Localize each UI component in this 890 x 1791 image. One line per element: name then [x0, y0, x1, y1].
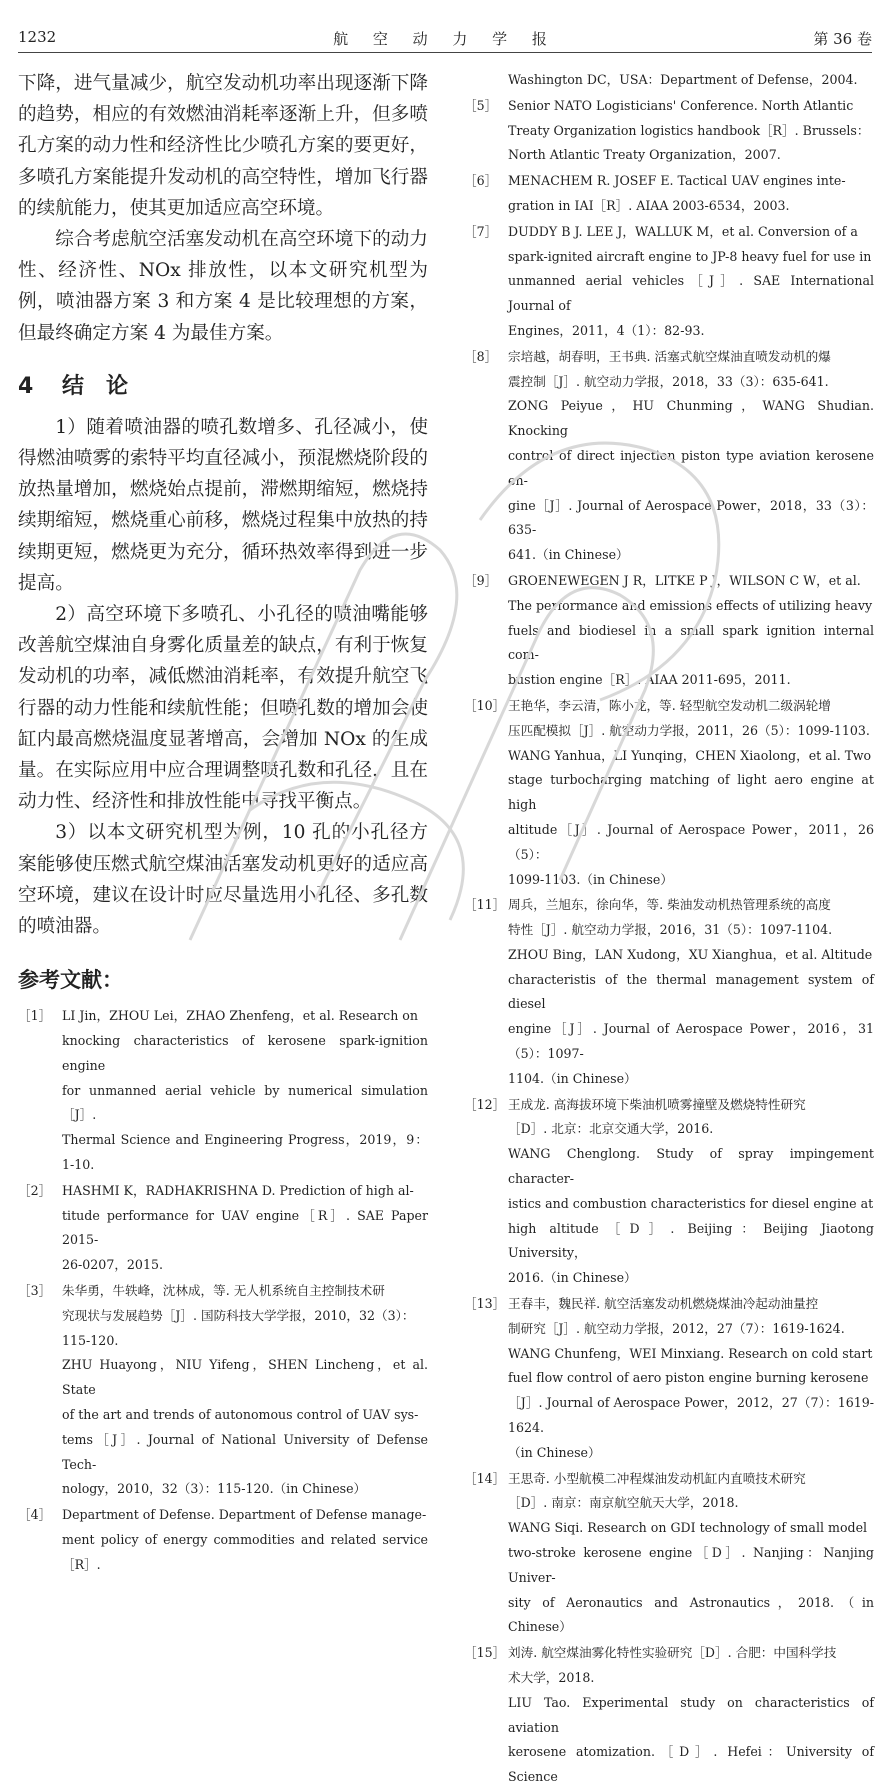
reference-line: 2016.（in Chinese）: [508, 1270, 637, 1286]
reference-line: 王思奇. 小型航模二冲程煤油发动机缸内直喷技术研究: [508, 1470, 806, 1486]
reference-number: ［2］: [18, 1182, 52, 1198]
reference-item: [464, 694, 874, 892]
paragraph-continued: 下降，进气量减少，航空发动机功率出现逐渐下降的趋势，相应的有效燃油消耗率逐渐上升，但多喷孔方案的动力性和经济性比少喷孔方案的要更好，多喷孔方案能提升发动机的高空特性，增加飞行器的续航能力，使其更加适应高空环境。: [18, 73, 428, 219]
references-heading: 参考文献：: [18, 968, 123, 993]
reference-line: HASHMI K，RADHAKRISHNA D. Prediction of high al-: [62, 1182, 414, 1198]
reference-number: ［13］: [464, 1296, 506, 1312]
reference-item: [464, 220, 874, 344]
reference-item: [18, 1279, 428, 1502]
reference-line: kerosene atomization.［D］. Hefei：University of Science: [508, 1744, 874, 1785]
reference-line: characteristis of the thermal management system of diesel: [508, 971, 874, 1012]
reference-line: spark-ignited aircraft engine to JP-8 heavy fuel for use in: [508, 248, 872, 264]
reference-line: 王春丰，魏民祥. 航空活塞发动机燃烧煤油冷起动油量控: [508, 1296, 819, 1312]
reference-item: [18, 1179, 428, 1278]
reference-list: [18, 1004, 428, 1577]
reference-line: 1104.（in Chinese）: [508, 1070, 637, 1086]
reference-item: [464, 1292, 874, 1466]
reference-line: （in Chinese）: [508, 1444, 601, 1460]
reference-line: 震控制［J］. 航空动力学报，2018，33（3）：635-641.: [508, 373, 829, 389]
reference-item: [18, 1503, 428, 1577]
reference-line: 术大学，2018.: [508, 1670, 595, 1685]
reference-item: [18, 1004, 428, 1178]
reference-line: North Atlantic Treaty Organization，2007.: [508, 147, 781, 163]
section-heading: [18, 369, 428, 400]
reference-number: ［6］: [464, 173, 498, 189]
reference-number: ［15］: [464, 1645, 506, 1661]
reference-line: WANG Siqi. Research on GDI technology of small model: [508, 1520, 868, 1536]
reference-line: Senior NATO Logisticians' Conference. North Atlantic: [508, 97, 854, 113]
reference-item: [464, 893, 874, 1091]
reference-line: for unmanned aerial vehicle by numerical simulation［J］.: [62, 1082, 428, 1123]
reference-line: tems［J］. Journal of National University of Defense Tech-: [62, 1431, 428, 1472]
reference-line: 制研究［J］. 航空动力学报，2012，27（7）：1619-1624.: [508, 1320, 845, 1336]
reference-item: [464, 1641, 874, 1790]
reference-line: ment policy of energy commodities and related service［R］.: [62, 1532, 428, 1572]
reference-line: altitude［J］. Journal of Aerospace Power，2011，26（5）：: [508, 821, 874, 862]
reference-line: 1099-1103.（in Chinese）: [508, 871, 673, 887]
reference-line: 究现状与发展趋势［J］. 国防科技大学学报，2010，32（3）：: [62, 1307, 415, 1323]
reference-line: ZONG Peiyue，HU Chunming，WANG Shudian. Knocking: [508, 398, 874, 439]
reference-list: [464, 68, 874, 1790]
reference-line: 压匹配模拟［J］. 航空动力学报，2011，26（5）：1099-1103.: [508, 722, 870, 738]
reference-line: knocking characteristics of kerosene spark-ignition engine: [62, 1033, 428, 1073]
reference-number: ［12］: [464, 1096, 506, 1112]
volume-label: 第 36 卷: [813, 30, 872, 48]
reference-line: gration in IAI［R］. AIAA 2003-6534，2003.: [508, 197, 790, 213]
reference-line: ［D］. 南京：南京航空航天大学，2018.: [508, 1495, 739, 1511]
reference-line: LI Jin，ZHOU Lei，ZHAO Zhenfeng，et al. Research on: [62, 1008, 418, 1024]
reference-number: ［3］: [18, 1283, 52, 1299]
reference-number: ［1］: [18, 1008, 52, 1024]
reference-line: ZHOU Bing，LAN Xudong，XU Xianghua，et al. Altitude: [508, 946, 873, 962]
reference-line: control of direct injection piston type aviation kerosene en-: [508, 447, 874, 488]
section-title: 结 论: [62, 373, 129, 399]
reference-line: DUDDY B J. LEE J，WALLUK M，et al. Conversion of a: [508, 223, 858, 239]
reference-line: stage turbocharging matching of light aero engine at high: [508, 772, 874, 813]
reference-line: 周兵，兰旭东，徐向华，等. 柴油发动机热管理系统的高度: [508, 897, 831, 913]
reference-number: ［8］: [464, 348, 498, 364]
reference-line: Thermal Science and Engineering Progress，2019，9：1-10.: [62, 1132, 428, 1173]
reference-line: 王成龙. 高海拔环境下柴油机喷雾撞壁及燃烧特性研究: [508, 1096, 806, 1112]
reference-number: ［14］: [464, 1470, 506, 1486]
reference-line: Engines，2011，4（1）：82-93.: [508, 322, 705, 338]
reference-line: MENACHEM R. JOSEF E. Tactical UAV engines inte-: [508, 173, 846, 189]
reference-line: sity of Aeronautics and Astronautics，2018.（in Chinese）: [508, 1594, 874, 1635]
section-number: 4: [18, 373, 34, 399]
paragraph-summary: 综合考虑航空活塞发动机在高空环境下的动力性、经济性、NOx 排放性，以本文研究机型为例，喷油器方案 3 和方案 4 是比较理想的方案，但最终确定方案 4 为最佳方案。: [18, 229, 428, 344]
reference-line: fuels and biodiesel in a small spark ignition internal com-: [508, 622, 874, 663]
conclusion-1: 1）随着喷油器的喷孔数增多、孔径减小，使得燃油喷雾的索特平均直径减小，预混燃烧阶段的放热量增加，燃烧始点提前，滞燃期缩短，燃烧持续期缩短，燃烧重心前移，燃烧过程集中放热的持续期更短，燃烧更为充分，循环热效率得到进一步提高。: [18, 416, 428, 594]
reference-line: bustion engine［R］. AIAA 2011-695，2011.: [508, 672, 791, 688]
reference-number: ［7］: [464, 223, 498, 239]
reference-line: ［J］. Journal of Aerospace Power，2012，27（7）：1619-1624.: [508, 1395, 874, 1436]
reference-line: high altitude［D］. Beijing：Beijing Jiaotong University，: [508, 1220, 874, 1261]
right-column: [464, 68, 874, 1791]
reference-line: titude performance for UAV engine［R］. SAE Paper 2015-: [62, 1207, 428, 1248]
reference-line: WANG Yanhua，LI Yunqing，CHEN Xiaolong，et al. Two: [508, 747, 872, 763]
reference-line: Treaty Organization logistics handbook［R］. Brussels：: [508, 122, 870, 138]
reference-item: [464, 345, 874, 568]
reference-line: 特性［J］. 航空动力学报，2016，31（5）：1097-1104.: [508, 922, 833, 938]
conclusion-2: 2）高空环境下多喷孔、小孔径的喷油嘴能够改善航空煤油自身雾化质量差的缺点，有利于恢复发动机的功率，减低燃油消耗率，有效提升航空飞行器的动力性能和续航性能；但喷孔数的增加会使缸内最高燃烧温度显著增高，会增加 NOx 的生成量。在实际应用中应合理调整喷孔数和孔径，且在动力性、经济性和排放性能中寻找平衡点。: [18, 604, 428, 813]
reference-line: Department of Defense. Department of Defense manage-: [62, 1507, 427, 1523]
reference-number: ［10］: [464, 697, 506, 713]
reference-line: 刘涛. 航空煤油雾化特性实验研究［D］. 合肥：中国科学技: [508, 1645, 837, 1661]
reference-line: 115-120.: [62, 1332, 119, 1348]
left-column: [18, 68, 428, 1579]
reference-line: ［D］. 北京：北京交通大学，2016.: [508, 1121, 714, 1137]
reference-line: nology，2010，32（3）：115-120.（in Chinese）: [62, 1481, 367, 1497]
journal-title: 航 空 动 力 学 报: [333, 30, 557, 48]
reference-line: unmanned aerial vehicles［J］. SAE International Journal of: [508, 273, 874, 314]
conclusion-3: 3）以本文研究机型为例，10 孔的小孔径方案能够使压燃式航空煤油活塞发动机更好的适应高空环境，建议在设计时应尽量选用小孔径、多孔数的喷油器。: [18, 822, 428, 938]
reference-number: ［9］: [464, 572, 498, 588]
reference-item: [464, 169, 874, 219]
reference-number: ［4］: [18, 1507, 52, 1523]
reference-line: istics and combustion characteristics for diesel engine at: [508, 1195, 874, 1211]
reference-line: 宗培越，胡春明，王书典. 活塞式航空煤油直喷发动机的爆: [508, 348, 831, 364]
reference-line: gine［J］. Journal of Aerospace Power，2018，33（3）：635-: [508, 497, 874, 538]
reference-line: fuel flow control of aero piston engine burning kerosene: [508, 1370, 869, 1386]
reference-item: [464, 569, 874, 693]
reference-line: 朱华勇，牛轶峰，沈林成，等. 无人机系统自主控制技术研: [62, 1283, 385, 1299]
reference-line: Washington DC，USA：Department of Defense，2004.: [508, 72, 858, 87]
reference-item: [464, 94, 874, 168]
reference-line: of the art and trends of autonomous control of UAV sys-: [62, 1407, 419, 1423]
reference-item: [464, 1093, 874, 1291]
reference-line: 26-0207，2015.: [62, 1257, 163, 1273]
page-number: 1232: [18, 28, 57, 46]
reference-line: The performance and emissions effects of utilizing heavy: [508, 597, 873, 613]
reference-line: two-stroke kerosene engine［D］. Nanjing：Nanjing Univer-: [508, 1545, 874, 1585]
reference-line: ZHU Huayong，NIU Yifeng，SHEN Lincheng，et al. State: [62, 1357, 428, 1398]
page-header: [18, 26, 872, 53]
reference-item: [464, 68, 874, 93]
reference-line: WANG Chunfeng，WEI Minxiang. Research on cold start: [508, 1345, 873, 1361]
reference-line: 641.（in Chinese）: [508, 547, 629, 563]
reference-number: ［5］: [464, 97, 498, 113]
reference-line: engine［J］. Journal of Aerospace Power，2016，31（5）：1097-: [508, 1021, 874, 1062]
reference-line: 王艳华，李云清，陈小龙，等. 轻型航空发动机二级涡轮增: [508, 697, 831, 713]
reference-line: GROENEWEGEN J R，LITKE P J，WILSON C W，et al.: [508, 572, 861, 588]
reference-item: [464, 1467, 874, 1641]
reference-line: LIU Tao. Experimental study on characteristics of aviation: [508, 1694, 874, 1735]
reference-line: WANG Chenglong. Study of spray impingement character-: [508, 1146, 874, 1187]
reference-number: ［11］: [464, 897, 506, 913]
